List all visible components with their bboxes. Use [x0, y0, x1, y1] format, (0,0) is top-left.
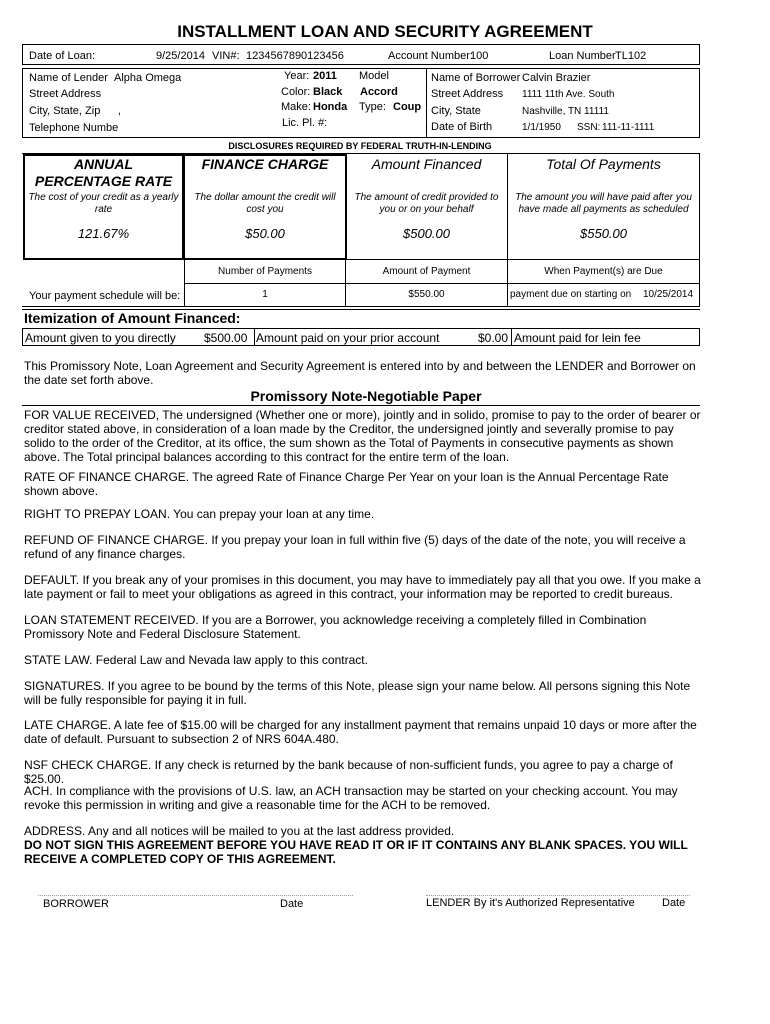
account-number-label: Account Number: [388, 50, 473, 62]
lender-name-label: Name of Lender [29, 72, 108, 84]
paragraph-default: DEFAULT. If you break any of your promises in this document, you may have to immediately pay all that you owe. If you make a late payment or fail to meet your obligations as agreed in this contract, your information may be reported to credit bureaus. [24, 573, 701, 601]
paragraph-ach: ACH. In compliance with the provisions of U.S. law, an ACH transaction may be started on your checking account. You may revoke this permission in writing and give a reasonable time for the ACH to be removed. [24, 784, 678, 812]
borrower-signature-label: BORROWER [43, 898, 109, 910]
lender-street-label: Street Address [29, 88, 102, 100]
paragraph-address: ADDRESS. Any and all notices will be mailed to you at the last address provided. [24, 824, 455, 838]
vehicle-color-value: Black [313, 86, 343, 98]
warning-text: DO NOT SIGN THIS AGREEMENT BEFORE YOU HAVE READ IT OR IF IT CONTAINS ANY BLANK SPACES. YOU WILL RECEIVE A COMPLETED COPY OF THIS AGREEMENT. [24, 838, 688, 866]
paragraph-nsf: NSF CHECK CHARGE. If any check is returned by the bank because of non-sufficient funds, you agree to pay a charge of $25.00. [24, 758, 673, 786]
finance-charge-value: $50.00 [245, 226, 285, 241]
total-payments-title: Total Of Payments [546, 156, 661, 172]
date-of-loan-value: 9/25/2014 [156, 50, 205, 62]
disclosures-heading: DISCLOSURES REQUIRED BY FEDERAL TRUTH-IN-LENDING [228, 141, 492, 151]
borrower-date-label: Date [280, 898, 304, 910]
account-number-value: 100 [470, 50, 489, 62]
given-directly-value: $500.00 [204, 331, 248, 345]
total-payments-description: The amount you will have paid after you have made all payments as scheduled [515, 192, 692, 215]
vehicle-year-value: 2011 [313, 70, 337, 82]
when-due-text: payment due on starting on [510, 289, 632, 300]
amount-financed-description: The amount of credit provided to you or on your behalf [354, 192, 499, 215]
borrower-street-label: Street Address [431, 88, 504, 100]
apr-title-line2: PERCENTAGE RATE [34, 173, 173, 189]
vehicle-color-label: Color: [281, 86, 311, 98]
vin-label: VIN#: [212, 50, 240, 62]
lender-phone-label: Telephone Numbe [29, 122, 119, 134]
vehicle-lic-label: Lic. Pl. #: [282, 117, 328, 129]
vehicle-make-value: Honda [313, 101, 348, 113]
borrower-dob-label: Date of Birth [431, 121, 493, 133]
vehicle-year-label: Year: [284, 70, 310, 82]
schedule-label: Your payment schedule will be: [29, 290, 181, 302]
loan-number-value: TL102 [615, 50, 647, 62]
apr-title [23, 156, 184, 190]
loan-number-label: Loan Number [549, 50, 616, 62]
vin-value: 1234567890123456 [246, 50, 344, 62]
vehicle-type-label: Type: [359, 101, 386, 113]
given-directly-label: Amount given to you directly [25, 331, 176, 345]
paragraph-signatures: SIGNATURES. If you agree to be bound by the terms of this Note, please sign your name below. All persons signing this Note will be fully responsible for paying it in full. [24, 679, 691, 707]
paragraph-refund: REFUND OF FINANCE CHARGE. If you prepay your loan in full within five (5) days of the date of the note, you will receive a refund of any finance charges. [24, 533, 686, 561]
lein-fee-label: Amount paid for lein fee [514, 331, 641, 345]
borrower-name-label: Name of Borrower [431, 72, 521, 84]
prior-account-value: $0.00 [478, 331, 509, 345]
amount-payment-value: $550.00 [408, 289, 445, 300]
intro-paragraph: This Promissory Note, Loan Agreement and Security Agreement is entered into by and between the LENDER and Borrower on the date set forth above. [24, 359, 696, 387]
paragraph-late-charge: LATE CHARGE. A late fee of $15.00 will be charged for any installment payment that remains unpaid 10 days or more after the date of default. Pursuant to subsection 2 of NRS 604A.480. [24, 718, 697, 746]
borrower-dob-value: 1/1/1950 [522, 122, 561, 133]
paragraph-prepay: RIGHT TO PREPAY LOAN. You can prepay your loan at any time. [24, 507, 375, 521]
when-due-date: 10/25/2014 [643, 289, 694, 300]
vehicle-make-label: Make: [281, 101, 311, 113]
amount-financed-title: Amount Financed [371, 156, 482, 172]
paragraph-statement: LOAN STATEMENT RECEIVED. If you are a Borrower, you acknowledge receiving a completely filled in Combination Promissory Note and Federal Disclosure Statement. [24, 613, 647, 641]
borrower-name-value: Calvin Brazier [522, 72, 591, 84]
date-of-loan-label: Date of Loan: [29, 50, 96, 62]
note-heading: Promissory Note-Negotiable Paper [250, 388, 482, 404]
paragraph-value-received: FOR VALUE RECEIVED, The undersigned (Whether one or more), jointly and in solido, promise to pay to the order of bearer or creditor stated above, in consideration of a loan made by the Creditor, the undersigned jointly and severally promise to pay solido to the order of the Creditor, at its office, the sum shown as the Total of Payments in consecutive payments as shown above. The Total principal balances according to this contract for the entire term of the loan. [24, 408, 701, 464]
num-payments-value: 1 [262, 289, 268, 300]
finance-charge-title: FINANCE CHARGE [201, 156, 329, 172]
borrower-street-value: 1111 11th Ave. South [522, 89, 615, 100]
prior-account-label: Amount paid on your prior account [256, 331, 440, 345]
vehicle-model-value: Accord [360, 86, 398, 98]
document-title: INSTALLMENT LOAN AND SECURITY AGREEMENT [177, 22, 593, 41]
apr-title-line1: ANNUAL [73, 156, 134, 172]
lender-city-value: , [118, 105, 122, 117]
paragraph-state-law: STATE LAW. Federal Law and Nevada law apply to this contract. [24, 653, 368, 667]
apr-value: 121.67% [77, 226, 130, 241]
num-payments-header: Number of Payments [218, 266, 312, 277]
lender-signature-label: LENDER By it's Authorized Representative [426, 897, 635, 909]
lender-date-label: Date [662, 897, 686, 909]
finance-charge-description: The dollar amount the credit will cost you [194, 192, 336, 215]
lender-name-value: Alpha Omega [114, 72, 182, 84]
total-payments-value: $550.00 [580, 226, 627, 241]
borrower-ssn-label: SSN: [577, 122, 601, 133]
amount-financed-value: $500.00 [403, 226, 450, 241]
vehicle-model-label: Model [359, 70, 389, 82]
borrower-city-label: City, State [431, 105, 481, 117]
borrower-city-value: Nashville, TN 11111 [522, 106, 609, 117]
amount-payment-header: Amount of Payment [382, 266, 471, 277]
itemization-heading: Itemization of Amount Financed: [24, 310, 241, 326]
vehicle-type-value: Coup [393, 101, 422, 113]
paragraph-rate: RATE OF FINANCE CHARGE. The agreed Rate of Finance Charge Per Year on your loan is the Annual Percentage Rate shown above. [24, 470, 669, 498]
lender-city-label: City, State, Zip [29, 105, 101, 117]
apr-description: The cost of your credit as a yearly rate [28, 192, 179, 215]
when-due-header: When Payment(s) are Due [544, 266, 663, 277]
borrower-ssn-value: 111-11-1111 [602, 122, 655, 133]
